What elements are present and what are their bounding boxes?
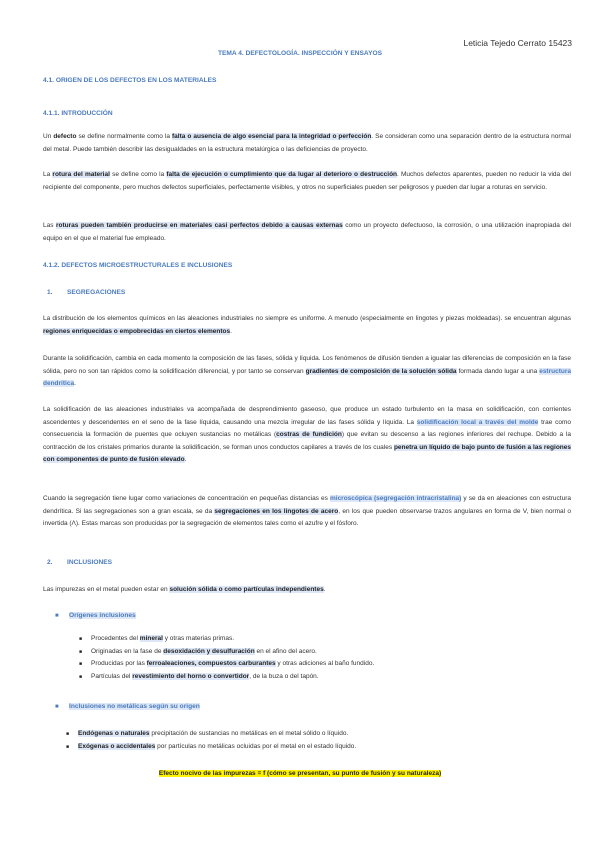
document-title: TEMA 4. DEFECTOLOGÍA. INSPECCIÓN Y ENSAYOS — [217, 50, 383, 57]
square-bullet-icon: ■ — [79, 636, 83, 642]
subsection-heading-defects: 4.1.2. DEFECTOS MICROESTRUCTURALES E INCLUSIONES — [43, 262, 233, 269]
square-bullet-icon: ■ — [79, 673, 83, 680]
heading-origenes: ■ Orígenes inclusiones — [55, 612, 136, 619]
list-item: ■ Procedentes del mineral y otras materias primas. — [79, 633, 559, 646]
definition-highlight: falta de ejecución o cumplimiento que da lugar al deterioro o destrucción — [166, 171, 398, 178]
list-item: ■ Partículas del revestimiento del horno o convertidor, de la buza o del tapón. — [79, 671, 559, 684]
origins-list — [79, 633, 559, 683]
paragraph-segregacion-2: Durante la solidificación, cambia en cada momento la composición de las fases, sólida y líquida. Los fenómenos de difusión tienden a igualar las diferencias de composición en la fase sólida, pero no son tan rápidos como la solidificación diferencial, y por tanto se conservan gradientes de composición de la solución sólida formada dando lugar a una estructura dendrítica. — [43, 355, 571, 387]
list-item: ■ Producidas por las ferroaleaciones, compuestos carburantes y otras adiciones al baño fundido. — [79, 658, 559, 671]
bullet-icon: ■ — [55, 613, 59, 619]
paragraph-impurezas: Las impurezas en el metal pueden estar en solución sólida o como partículas independientes. — [43, 586, 326, 593]
heading-inclusiones: 2. INCLUSIONES — [47, 559, 113, 566]
author-name: Leticia Tejedo Cerrato 15423 — [463, 38, 572, 48]
subsection-heading-intro: 4.1.1. INTRODUCCIÓN — [43, 110, 113, 117]
term-rotura: rotura del material — [52, 171, 110, 178]
definition-highlight: falta o ausencia de algo esencial para la integridad o perfección — [172, 133, 372, 140]
paragraph-segregacion-4: Cuando la segregación tiene lugar como variaciones de concentración en pequeñas distancias es microscópica (segregación intracristalina) y se da en aleaciones con estructura dendrítica. Si las segregaciones son a gran escala, se da segregaciones en los lingotes de acero, en los que pueden observarse trazos angulares en forma de V, bien normal o invertida (Λ). Estas marcas son producidas por la segregación de elementos tales como el azufre y el fósforo. — [43, 495, 571, 527]
paragraph-segregacion-1: La distribución de los elementos químicos en las aleaciones industriales no siempre es uniforme. A menudo (especialmente en lingotes y piezas moldeadas). se encuentran algunas regiones enriquecidas o empobrecidas en ciertos elementos. — [43, 315, 571, 335]
term-roturas: roturas pueden también producirse en materiales casi perfectos debido a causas externas — [55, 222, 343, 229]
bullet-icon: ■ — [55, 704, 59, 710]
heading-segregaciones: 1. SEGREGACIONES — [47, 289, 126, 296]
nonmetal-list — [66, 728, 566, 753]
paragraph-segregacion-3: La solidificación de las aleaciones industriales va acompañada de desprendimiento gaseoso, que produce un estado turbulento en la masa en solidificación, con corrientes ascendentes y descendentes en el seno de la fase líquida, causando una mezcla irregular de las fases sólida y líquida. La solidificación local a través del molde trae como consecuencia la formación de puentes que ocluyen sustancias no metálicas (costras de fundición) que evitan su descenso a las regiones inferiores del rechupe. Debido a la contracción de los cristales primarios durante la solidificación, se forman unos conductos capilares a través de los cuales penetra un líquido de bajo punto de fusión a las regiones con componentes de punto de fusión elevado. — [43, 406, 571, 463]
effect-formula: Efecto nocivo de las impurezas = f (cómo se presentan, su punto de fusión y su naturaleza) — [158, 770, 442, 777]
list-item: ■ Endógenas o naturales precipitación de sustancias no metálicas en el metal sólido o líquido. — [66, 728, 566, 741]
square-bullet-icon: ■ — [79, 648, 83, 655]
section-heading: 4.1. ORIGEN DE LOS DEFECTOS EN LOS MATERIALES — [43, 77, 217, 84]
heading-inclusiones-no-metalicas: ■ Inclusiones no metálicas según su origen — [55, 703, 200, 710]
list-item: ■ Originadas en la fase de desoxidación y desulfuración en el afino del acero. — [79, 646, 559, 659]
paragraph-rotura: La rotura del material se define como la falta de ejecución o cumplimiento que da lugar al deterioro o destrucción. Muchos defectos aparentes, pueden no reducir la vida del recipiente del componente, pero muchos defectos superficiales, perfectamente visibles, y otros no superficiales pueden ser peligrosos y pueden dar lugar a roturas en servicio. — [43, 171, 571, 191]
square-bullet-icon: ■ — [66, 743, 70, 750]
paragraph-roturas-externas: Las roturas pueden también producirse en materiales casi perfectos debido a causas externas como un proyecto defectuoso, la corrosión, o una utilización inapropiada del equipo en el que el material fue empleado. — [43, 222, 571, 242]
term-defecto: defecto — [53, 133, 77, 140]
square-bullet-icon: ■ — [66, 731, 70, 737]
square-bullet-icon: ■ — [79, 661, 83, 667]
paragraph-defecto: Un defecto se define normalmente como la falta o ausencia de algo esencial para la integridad o perfección. Se consideran como una separación dentro de la estructura normal del metal. Puede también describir las desigualdades en la estructura metalúrgica o las deficiencias de proyecto. — [43, 133, 571, 153]
list-item: ■ Exógenas o accidentales por partículas no metálicas ocluidas por el metal en el estado líquido. — [66, 741, 566, 754]
